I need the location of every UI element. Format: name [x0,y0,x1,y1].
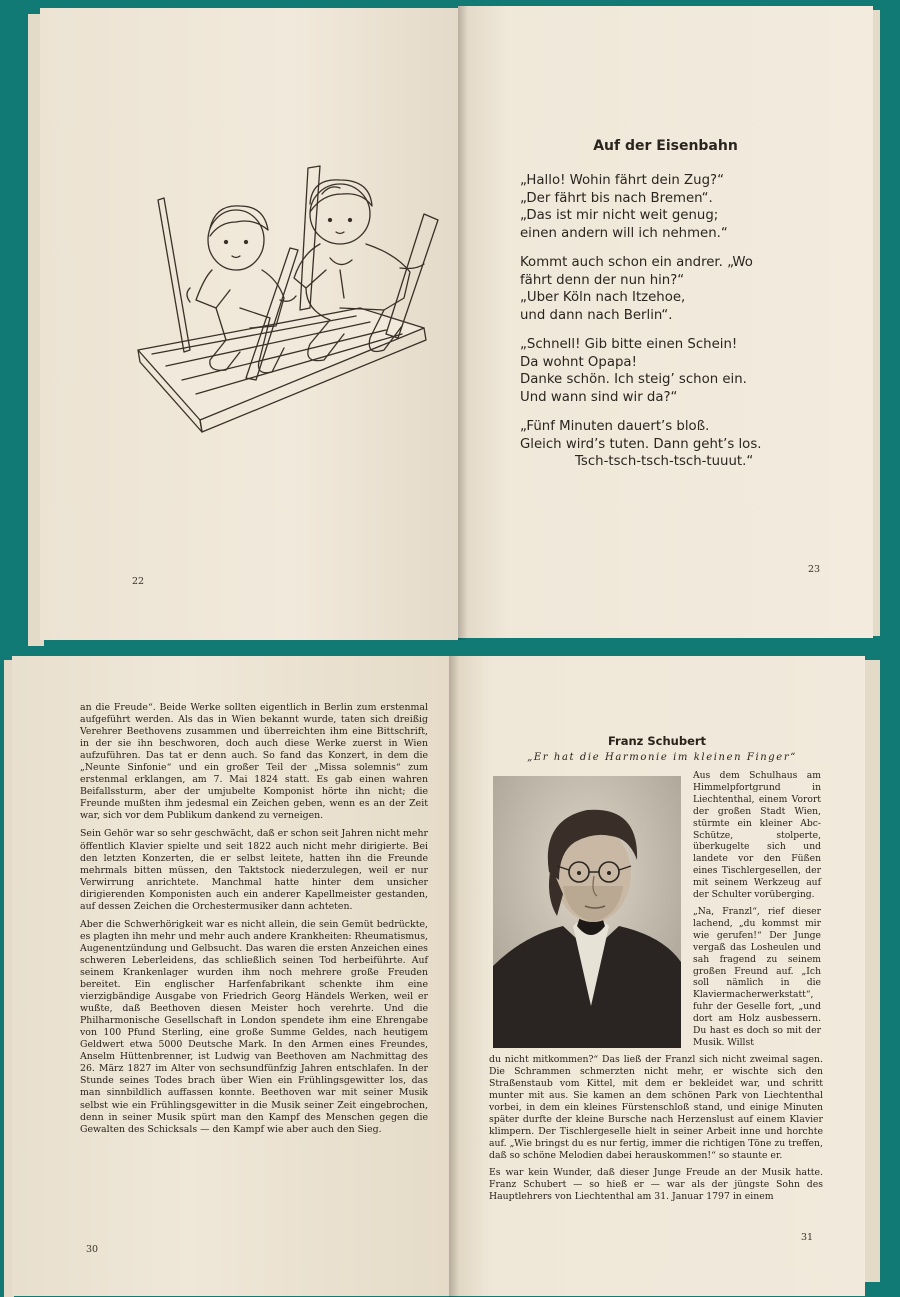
schubert-portrait [493,776,681,1048]
paragraph: an die Freude“. Beide Werke sollten eigentlich in Berlin zum erstenmal aufgeführt werden. Als das in Wien bekannt wurde, taten sich dreißig Verehrer Beethovens zusammen und überreichten ihm eine Bittschrift, in der sie ihn beschworen, doch auch diese Werke zuerst in Wien aufzuführen. Das tat er denn auch. So fand das Konzert, in dem die „Neunte Sinfonie“ und ein großer Teil der „Missa solemnis“ zum erstenmal erklangen, am 7. Mai 1824 statt. Es gab einen wahren Beifallssturm, aber der umjubelte Komponist hörte ihn nicht; die Freunde mußten ihm jedesmal ein Zeichen geben, wenn es an der Zeit war, sich vor dem Publikum dankend zu verneigen. [80,702,428,822]
paragraph: Aber die Schwerhörigkeit war es nicht allein, die sein Gemüt bedrückte, es plagten ihn mehr und mehr auch andere Krankheiten: Rheumatismus, Augenentzündung und Gelbsucht. Das waren die ersten Anzeichen eines schweren Leberleidens, das schließlich seinen Tod herbeiführte. Auf seinem Krankenlager wurden ihm noch mehrere große Freuden bereitet. Ein englischer Harfenfabrikant schenkte ihm eine vierzigbändige Ausgabe von Friedrich Georg Händels Werken, weil er wußte, daß Beethoven diesen Meister hoch verehrte. Und die Philharmonische Gesellschaft in London spendete ihm eine Ehrengabe von 100 Pfund Sterling, eine große Summe Geldes, nach heutigem Geldwert etwa 5000 Deutsche Mark. In den Armen eines Freundes, Anselm Hüttenbrenner, ist Ludwig van Beethoven am Nachmittag des 26. März 1827 im Alter von sechsundfünfzig Jahren entschlafen. In der Stunde seines Todes brach über Wien ein Frühlingsgewitter los, das man sinnbildlich auffassen konnte. Beethoven war mit seiner Musik selbst wie ein Frühlingsgewitter in die Musik seiner Zeit eingebrochen, denn in seiner Musik spürt man den Kampf des Menschen gegen die Gewalten des Schicksals — den Kampf wie aber auch den Sieg. [80,918,428,1135]
poem-stanza [520,172,840,242]
page-30 [12,656,449,1296]
paragraph: du nicht mitkommen?“ Das ließ der Franzl sich nicht zweimal sagen. Die Schrammen schmerzten nicht mehr, er wischte sich den Straßenstaub vom Kittel, mit dem er bekleidet war, und schritt munter mit aus. Sie kamen an dem schönen Park von Liechtenthal vorbei, in dem ein kleines Fürstenschloß stand, und einige Minuten später durfte der kleine Bursche nach Herzenslust auf einem Klavier klimpern. Der Tischlergeselle hielt in seiner Arbeit inne und horchte auf. „Wie bringst du es nur fertig, immer die richtigen Töne zu treffen, daß so schöne Melodien dabei herauskommen!“ so staunte er. [489,1054,823,1161]
poem-stanza [520,336,840,406]
paragraph: Es war kein Wunder, daß dieser Junge Freude an der Musik hatte. Franz Schubert — so hieß er — war als der jüngste Sohn des Hauptlehrers von Liechtenthal am 31. Januar 1797 in einem [489,1167,823,1202]
page-number: 30 [86,1244,99,1255]
beethoven-text [80,702,428,1142]
page-23 [458,6,873,638]
paragraph: Sein Gehör war so sehr geschwächt, daß er schon seit Jahren nicht mehr öffentlich Klavier spielte und seit 1822 auch nicht mehr dirigierte. Bei den letzten Konzerten, die er selbst leitete, hatten ihn die Freunde mehrmals bitten müssen, den Taktstock niederzulegen, weil er nur Verwirrung anrichtete. Manchmal hatte hinter dem unsicher dirigierenden Komponisten auch ein anderer Kapellmeister gestanden, auf dessen Zeichen die Orchestermusiker dann achteten. [80,828,428,912]
poem-line: Kommt auch schon ein andrer. „Wo [520,255,753,270]
page-number: 31 [801,1232,814,1243]
page-number: 23 [808,564,821,575]
article-subtitle: „Er hat die Harmonie im kleinen Finger“ [527,752,797,763]
poem-line: „Schnell! Gib bitte einen Schein! [520,337,738,352]
poem-line: „Der fährt bis nach Bremen“. [520,190,713,206]
paragraph: „Na, Franzl“, rief dieser lachend, „du kommst mir wie gerufen!“ Der Junge vergaß das Losheulen und sah fragend zu seinem großen Freund auf. „Ich soll nämlich in die Klaviermacherwerkstatt“, fuhr der Geselle fort, „und dort am Holz ausbessern. Du hast es doch so mit der Musik. Willst [693,905,821,1048]
poem [520,172,840,483]
book-gutter [449,656,459,1297]
poem-line: „Das ist mir nicht weit genug; [520,208,719,223]
page-edges-right [864,660,880,1282]
article-title: Franz Schubert [607,734,707,748]
schubert-main-text [489,1054,823,1208]
page-number: 22 [132,576,145,587]
poem-line: Danke schön. Ich steig’ schon ein. [520,372,747,387]
poem-line: „Hallo! Wohin fährt dein Zug?“ [520,173,724,188]
poem-line: und dann nach Berlin“. [520,307,673,323]
poem-line: fährt denn der nun hin?“ [520,272,685,288]
poem-stanza [520,418,840,471]
poem-stanza [520,254,840,324]
book-gutter [458,6,468,640]
poem-title: Auf der Eisenbahn [593,138,738,154]
poem-line: Gleich wird’s tuten. Dann geht’s los. [520,436,762,452]
poem-line: Da wohnt Opapa! [520,354,637,370]
page-22 [40,8,458,640]
page-31 [449,656,865,1296]
poem-line: einen andern will ich nehmen.“ [520,225,728,241]
poem-line: Und wann sind wir da?“ [520,389,678,405]
poem-line: „Uber Köln nach Itzehoe, [520,290,686,305]
poem-line: „Fünf Minuten dauert’s bloß. [520,419,710,434]
poem-line: Tsch-tsch-tsch-tsch-tuuut.“ [575,454,754,469]
paragraph: Aus dem Schulhaus am Himmelpfortgrund in Liechtenthal, einem Vorort der großen Stadt Wien, stürmte ein kleiner Abc-Schütze, stolperte, überkugelte sich und landete vor den Füßen eines Tischlergesellen, der mit seinem Werkzeug auf der Schulter vorüberging. [693,770,821,901]
schubert-side-text [693,770,821,1054]
children-on-sled-illustration [40,8,458,640]
